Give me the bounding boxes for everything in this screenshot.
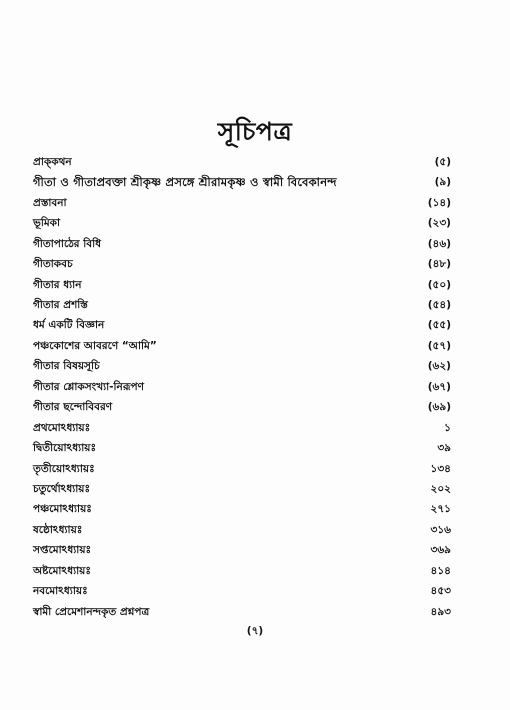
toc-entry <box>33 499 451 519</box>
toc-entry <box>33 438 451 458</box>
toc-entry-label: ষষ্ঠোঽধ্যায়ঃ <box>33 523 83 536</box>
toc-entry-label: সপ্তমোঽধ্যায়ঃ <box>33 544 92 557</box>
toc-entry-page: (৬২) <box>427 360 451 373</box>
toc-entry-page: (৫০) <box>427 278 451 291</box>
toc-entry-page: (১৪) <box>427 196 451 209</box>
toc-entry-page: (৪৮) <box>427 258 451 271</box>
toc-entry-label: পঞ্চকোশের আবরণে “আমি” <box>33 339 157 352</box>
toc-entry <box>33 418 451 438</box>
toc-entry-label: ধর্ম একটি বিজ্ঞান <box>33 319 105 332</box>
toc-entry <box>33 540 451 560</box>
toc-entry-page: (২৩) <box>427 217 451 230</box>
toc-entry-page: (৫৭) <box>427 339 451 352</box>
toc-entry-label: গীতার ধ্যান <box>33 278 82 291</box>
page-number: (৭) <box>246 625 264 637</box>
toc-entry <box>33 336 451 356</box>
toc-entry <box>33 459 451 479</box>
toc-entry-page: ৪১৪ <box>430 564 451 577</box>
toc-entry-label: গীতাকবচ <box>33 258 73 271</box>
toc-entry-page: (৪৬) <box>427 237 451 250</box>
toc-entry-page: (৫) <box>434 155 451 168</box>
toc-entry-label: দ্বিতীয়োঽধ্যায়ঃ <box>33 442 97 455</box>
toc-entry <box>33 275 451 295</box>
toc-entry <box>33 520 451 540</box>
toc-entry-label: প্রস্তাবনা <box>33 196 67 209</box>
toc-entry-label: প্রাক্‌কথন <box>33 155 72 168</box>
table-of-contents <box>33 152 451 622</box>
toc-entry-label: তৃতীয়োঽধ্যায়ঃ <box>33 462 95 475</box>
toc-entry <box>33 254 451 274</box>
toc-entry-page: ১৩৪ <box>430 462 451 475</box>
toc-entry-page: ৩৬৯ <box>430 544 451 557</box>
toc-entry-page: (৬৯) <box>427 401 451 414</box>
toc-entry-label: ভূমিকা <box>33 217 61 230</box>
toc-entry <box>33 602 451 622</box>
toc-entry-page: ৪৫৩ <box>430 585 451 598</box>
toc-entry <box>33 479 451 499</box>
toc-entry <box>33 152 451 172</box>
toc-entry-page: ৩১৬ <box>430 523 451 536</box>
toc-entry-label: পঞ্চমোঽধ্যায়ঃ <box>33 503 92 516</box>
toc-entry-page: ২০২ <box>430 482 451 495</box>
toc-entry <box>33 295 451 315</box>
toc-entry <box>33 356 451 376</box>
toc-entry-label: গীতাপাঠের বিধি <box>33 237 101 250</box>
toc-entry <box>33 561 451 581</box>
toc-entry-page: (৫৪) <box>427 299 451 312</box>
toc-entry-label: নবমোঽধ্যায়ঃ <box>33 585 88 598</box>
toc-entry-page: ৩৯ <box>437 442 451 455</box>
toc-entry <box>33 397 451 417</box>
toc-entry-page: ২৭১ <box>430 503 451 516</box>
toc-entry-label: চতুর্থোঽধ্যায়ঃ <box>33 482 91 495</box>
toc-entry-page: ৪৯৩ <box>430 605 451 618</box>
toc-entry <box>33 316 451 336</box>
toc-entry-page: (৫৫) <box>427 319 451 332</box>
toc-entry-label: গীতা ও গীতাপ্রবক্তা শ্রীকৃষ্ণ প্রসঙ্গে শ্রীরামকৃষ্ণ ও স্বামী বিবেকানন্দ <box>33 174 337 189</box>
toc-entry <box>33 234 451 254</box>
toc-entry <box>33 172 451 192</box>
toc-entry-label: গীতার শ্লোকসংখ্যা-নিরূপণ <box>33 380 144 393</box>
toc-entry-label: গীতার বিষয়সূচি <box>33 360 100 373</box>
toc-entry-page: (৬৭) <box>427 380 451 393</box>
page-title: সূচিপত্র <box>217 117 293 146</box>
toc-entry <box>33 581 451 601</box>
toc-entry-page: (৯) <box>434 176 451 189</box>
toc-entry-label: গীতার প্রশস্তি <box>33 299 88 312</box>
toc-entry-label: প্রথমোঽধ্যায়ঃ <box>33 421 91 434</box>
toc-entry-page: ১ <box>444 421 451 434</box>
toc-entry <box>33 193 451 213</box>
toc-entry <box>33 377 451 397</box>
toc-entry-label: স্বামী প্রেমেশানন্দকৃত প্রশ্নপত্র <box>33 605 150 618</box>
toc-entry-label: অষ্টমোঽধ্যায়ঃ <box>33 564 91 577</box>
toc-entry <box>33 213 451 233</box>
toc-entry-label: গীতার ছন্দোবিবরণ <box>33 401 113 414</box>
